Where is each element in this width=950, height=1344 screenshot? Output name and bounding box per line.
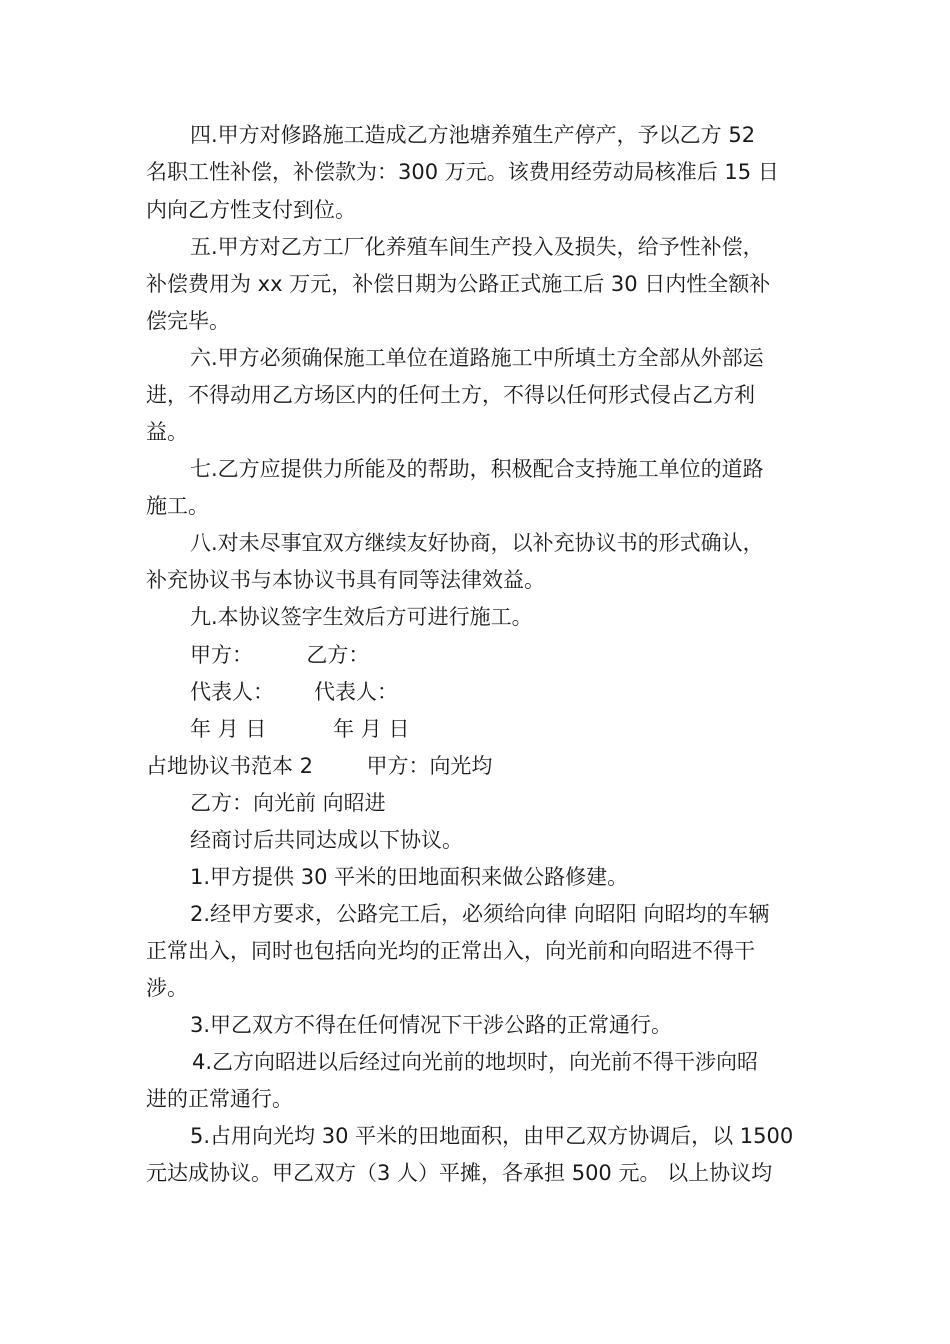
item-2-line-2: 正常出入，同时也包括向光均的正常出入，向光前和向昭进不得干	[146, 939, 755, 963]
item-2-line-3: 涉。	[146, 976, 188, 1000]
signature-dates: 年 月 日 年 月 日	[190, 717, 410, 741]
clause-4-line-1: 四.甲方对修路施工造成乙方池塘养殖生产停产，予以乙方 52	[190, 123, 756, 147]
clause-5-line-1: 五.甲方对乙方工厂化养殖车间生产投入及损失，给予性补偿，	[190, 235, 764, 259]
item-1-line: 1.甲方提供 30 平米的田地面积来做公路修建。	[190, 865, 629, 889]
clause-5-line-2: 补偿费用为 xx 万元，补偿日期为公路正式施工后 30 日内性全额补	[146, 272, 771, 296]
clause-8-line-2: 补充协议书与本协议书具有同等法律效益。	[146, 568, 545, 592]
clause-7-line-1: 七.乙方应提供力所能及的帮助，积极配合支持施工单位的道路	[190, 457, 764, 481]
item-2-line-1: 2.经甲方要求，公路完工后，必须给向律 向昭阳 向昭均的车辆	[190, 902, 770, 926]
clause-6-line-1: 六.甲方必须确保施工单位在道路施工中所填土方全部从外部运	[190, 346, 764, 370]
clause-4-line-3: 内向乙方性支付到位。	[146, 198, 356, 222]
clause-9-line: 九.本协议签字生效后方可进行施工。	[190, 605, 533, 629]
item-4-line-1: 4.乙方向昭进以后经过向光前的地坝时，向光前不得干涉向昭	[192, 1050, 759, 1074]
party-b-line: 乙方：向光前 向昭进	[190, 791, 386, 815]
clause-8-line-1: 八.对未尽事宜双方继续友好协商，以补充协议书的形式确认，	[190, 531, 764, 555]
item-5-line-1: 5.占用向光均 30 平米的田地面积，由甲乙双方协调后，以 1500	[190, 1124, 794, 1148]
signature-representatives: 代表人： 代表人：	[190, 680, 399, 704]
item-4-line-2: 进的正常通行。	[146, 1087, 293, 1111]
template-2-heading: 占地协议书范本 2 甲方：向光均	[146, 754, 493, 778]
item-3-line: 3.甲乙双方不得在任何情况下干涉公路的正常通行。	[190, 1013, 673, 1037]
agreement-intro: 经商讨后共同达成以下协议。	[190, 828, 463, 852]
item-5-line-2: 元达成协议。甲乙双方（3 人）平摊，各承担 500 元。 以上协议均	[146, 1161, 773, 1185]
clause-6-line-3: 益。	[146, 420, 188, 444]
clause-6-line-2: 进，不得动用乙方场区内的任何土方，不得以任何形式侵占乙方利	[146, 383, 755, 407]
clause-4-line-2: 名职工性补偿，补偿款为：300 万元。该费用经劳动局核准后 15 日	[146, 160, 779, 184]
clause-7-line-2: 施工。	[146, 494, 209, 518]
signature-parties: 甲方： 乙方：	[190, 643, 370, 667]
clause-5-line-3: 偿完毕。	[146, 309, 230, 333]
